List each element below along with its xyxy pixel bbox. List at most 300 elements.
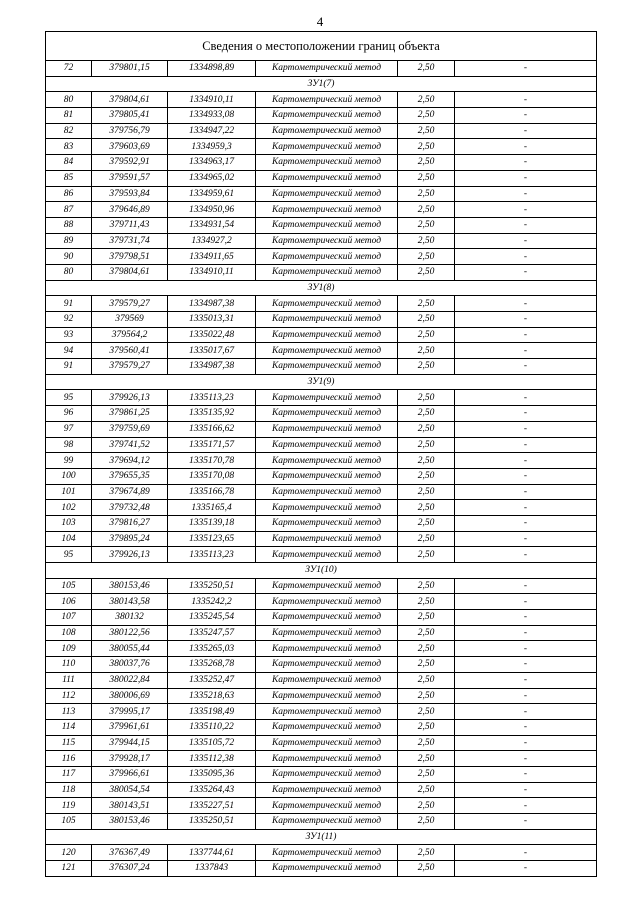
x-coordinate-cell: 379995,17: [92, 704, 168, 720]
y-coordinate-cell: 1335123,65: [168, 531, 256, 547]
method-cell: Картометрический метод: [256, 704, 398, 720]
precision-cell: 2,50: [398, 547, 455, 563]
point-number-cell: 117: [46, 766, 92, 782]
x-coordinate-cell: 380143,51: [92, 798, 168, 814]
x-coordinate-cell: 379569: [92, 312, 168, 328]
description-cell: -: [455, 233, 597, 249]
x-coordinate-cell: 380055,44: [92, 641, 168, 657]
table-title: Сведения о местоположении границ объекта: [46, 32, 597, 61]
x-coordinate-cell: 376307,24: [92, 861, 168, 877]
method-cell: Картометрический метод: [256, 359, 398, 375]
point-number-cell: 111: [46, 672, 92, 688]
table-row: [46, 672, 597, 688]
table-row: [46, 735, 597, 751]
y-coordinate-cell: 1334933,08: [168, 108, 256, 124]
point-number-cell: 105: [46, 814, 92, 830]
description-cell: -: [455, 312, 597, 328]
y-coordinate-cell: 1334987,38: [168, 359, 256, 375]
method-cell: Картометрический метод: [256, 782, 398, 798]
precision-cell: 2,50: [398, 186, 455, 202]
y-coordinate-cell: 1335166,78: [168, 484, 256, 500]
description-cell: -: [455, 61, 597, 77]
table-row: [46, 515, 597, 531]
x-coordinate-cell: 376367,49: [92, 845, 168, 861]
point-number-cell: 116: [46, 751, 92, 767]
point-number-cell: 88: [46, 217, 92, 233]
precision-cell: 2,50: [398, 264, 455, 280]
table-row: [46, 547, 597, 563]
description-cell: -: [455, 343, 597, 359]
y-coordinate-cell: 1334947,22: [168, 123, 256, 139]
precision-cell: 2,50: [398, 578, 455, 594]
description-cell: -: [455, 139, 597, 155]
description-cell: -: [455, 751, 597, 767]
point-number-cell: 118: [46, 782, 92, 798]
x-coordinate-cell: 379804,61: [92, 264, 168, 280]
y-coordinate-cell: 1335139,18: [168, 515, 256, 531]
precision-cell: 2,50: [398, 688, 455, 704]
precision-cell: 2,50: [398, 672, 455, 688]
point-number-cell: 86: [46, 186, 92, 202]
point-number-cell: 97: [46, 421, 92, 437]
point-number-cell: 101: [46, 484, 92, 500]
method-cell: Картометрический метод: [256, 217, 398, 233]
y-coordinate-cell: 1334931,54: [168, 217, 256, 233]
x-coordinate-cell: 380153,46: [92, 578, 168, 594]
x-coordinate-cell: 379759,69: [92, 421, 168, 437]
method-cell: Картометрический метод: [256, 170, 398, 186]
precision-cell: 2,50: [398, 217, 455, 233]
method-cell: Картометрический метод: [256, 484, 398, 500]
description-cell: -: [455, 390, 597, 406]
table-row: [46, 108, 597, 124]
table-row: [46, 170, 597, 186]
section-header-row: [46, 280, 597, 296]
table-row: [46, 845, 597, 861]
description-cell: -: [455, 296, 597, 312]
table-row: [46, 61, 597, 77]
precision-cell: 2,50: [398, 92, 455, 108]
y-coordinate-cell: 1335250,51: [168, 814, 256, 830]
table-row: [46, 186, 597, 202]
table-row: [46, 468, 597, 484]
precision-cell: 2,50: [398, 594, 455, 610]
precision-cell: 2,50: [398, 155, 455, 171]
point-number-cell: 81: [46, 108, 92, 124]
method-cell: Картометрический метод: [256, 139, 398, 155]
method-cell: Картометрический метод: [256, 500, 398, 516]
point-number-cell: 112: [46, 688, 92, 704]
method-cell: Картометрический метод: [256, 453, 398, 469]
method-cell: Картометрический метод: [256, 735, 398, 751]
method-cell: Картометрический метод: [256, 421, 398, 437]
x-coordinate-cell: 379805,41: [92, 108, 168, 124]
y-coordinate-cell: 1335013,31: [168, 312, 256, 328]
table-title-row: [46, 32, 597, 61]
description-cell: -: [455, 484, 597, 500]
method-cell: Картометрический метод: [256, 688, 398, 704]
table-row: [46, 610, 597, 626]
description-cell: -: [455, 108, 597, 124]
method-cell: Картометрический метод: [256, 233, 398, 249]
y-coordinate-cell: 1335252,47: [168, 672, 256, 688]
precision-cell: 2,50: [398, 484, 455, 500]
point-number-cell: 121: [46, 861, 92, 877]
point-number-cell: 91: [46, 359, 92, 375]
description-cell: -: [455, 814, 597, 830]
precision-cell: 2,50: [398, 610, 455, 626]
point-number-cell: 84: [46, 155, 92, 171]
description-cell: -: [455, 641, 597, 657]
y-coordinate-cell: 1335110,22: [168, 719, 256, 735]
x-coordinate-cell: 379944,15: [92, 735, 168, 751]
point-number-cell: 85: [46, 170, 92, 186]
x-coordinate-cell: 380054,54: [92, 782, 168, 798]
y-coordinate-cell: 1335245,54: [168, 610, 256, 626]
description-cell: -: [455, 861, 597, 877]
precision-cell: 2,50: [398, 500, 455, 516]
table-row: [46, 123, 597, 139]
precision-cell: 2,50: [398, 719, 455, 735]
section-header-row: [46, 374, 597, 390]
description-cell: -: [455, 500, 597, 516]
x-coordinate-cell: 379756,79: [92, 123, 168, 139]
y-coordinate-cell: 1335170,78: [168, 453, 256, 469]
description-cell: -: [455, 515, 597, 531]
description-cell: -: [455, 155, 597, 171]
table-row: [46, 766, 597, 782]
section-label: ЗУ1(7): [46, 76, 597, 92]
description-cell: -: [455, 657, 597, 673]
point-number-cell: 100: [46, 468, 92, 484]
x-coordinate-cell: 379961,61: [92, 719, 168, 735]
precision-cell: 2,50: [398, 61, 455, 77]
y-coordinate-cell: 1335242,2: [168, 594, 256, 610]
table-row: [46, 751, 597, 767]
table-row: [46, 719, 597, 735]
y-coordinate-cell: 1335017,67: [168, 343, 256, 359]
table-row: [46, 782, 597, 798]
method-cell: Картометрический метод: [256, 406, 398, 422]
x-coordinate-cell: 379591,57: [92, 170, 168, 186]
description-cell: -: [455, 468, 597, 484]
table-row: [46, 861, 597, 877]
boundary-coordinates-table: [45, 31, 597, 877]
table-row: [46, 578, 597, 594]
y-coordinate-cell: 1335113,23: [168, 390, 256, 406]
x-coordinate-cell: 380153,46: [92, 814, 168, 830]
point-number-cell: 95: [46, 390, 92, 406]
description-cell: -: [455, 798, 597, 814]
point-number-cell: 92: [46, 312, 92, 328]
description-cell: -: [455, 186, 597, 202]
x-coordinate-cell: 379694,12: [92, 453, 168, 469]
point-number-cell: 104: [46, 531, 92, 547]
method-cell: Картометрический метод: [256, 264, 398, 280]
point-number-cell: 114: [46, 719, 92, 735]
method-cell: Картометрический метод: [256, 610, 398, 626]
description-cell: -: [455, 688, 597, 704]
precision-cell: 2,50: [398, 108, 455, 124]
table-row: [46, 421, 597, 437]
precision-cell: 2,50: [398, 735, 455, 751]
method-cell: Картометрический метод: [256, 155, 398, 171]
y-coordinate-cell: 1335166,62: [168, 421, 256, 437]
x-coordinate-cell: 379966,61: [92, 766, 168, 782]
table-row: [46, 327, 597, 343]
description-cell: -: [455, 327, 597, 343]
precision-cell: 2,50: [398, 657, 455, 673]
x-coordinate-cell: 379646,89: [92, 202, 168, 218]
method-cell: Картометрический метод: [256, 186, 398, 202]
point-number-cell: 107: [46, 610, 92, 626]
table-row: [46, 406, 597, 422]
description-cell: -: [455, 406, 597, 422]
y-coordinate-cell: 1335227,51: [168, 798, 256, 814]
description-cell: -: [455, 672, 597, 688]
table-row: [46, 437, 597, 453]
description-cell: -: [455, 359, 597, 375]
precision-cell: 2,50: [398, 766, 455, 782]
method-cell: Картометрический метод: [256, 547, 398, 563]
precision-cell: 2,50: [398, 312, 455, 328]
method-cell: Картометрический метод: [256, 814, 398, 830]
point-number-cell: 110: [46, 657, 92, 673]
point-number-cell: 105: [46, 578, 92, 594]
y-coordinate-cell: 1335247,57: [168, 625, 256, 641]
method-cell: Картометрический метод: [256, 123, 398, 139]
precision-cell: 2,50: [398, 296, 455, 312]
precision-cell: 2,50: [398, 531, 455, 547]
table-row: [46, 814, 597, 830]
precision-cell: 2,50: [398, 343, 455, 359]
method-cell: Картометрический метод: [256, 61, 398, 77]
table-row: [46, 359, 597, 375]
table-row: [46, 249, 597, 265]
method-cell: Картометрический метод: [256, 672, 398, 688]
description-cell: -: [455, 547, 597, 563]
x-coordinate-cell: 379593,84: [92, 186, 168, 202]
table-row: [46, 531, 597, 547]
precision-cell: 2,50: [398, 798, 455, 814]
y-coordinate-cell: 1334965,02: [168, 170, 256, 186]
precision-cell: 2,50: [398, 845, 455, 861]
y-coordinate-cell: 1334910,11: [168, 92, 256, 108]
method-cell: Картометрический метод: [256, 108, 398, 124]
x-coordinate-cell: 379592,91: [92, 155, 168, 171]
method-cell: Картометрический метод: [256, 327, 398, 343]
method-cell: Картометрический метод: [256, 594, 398, 610]
precision-cell: 2,50: [398, 515, 455, 531]
point-number-cell: 99: [46, 453, 92, 469]
method-cell: Картометрический метод: [256, 578, 398, 594]
section-header-row: [46, 76, 597, 92]
method-cell: Картометрический метод: [256, 515, 398, 531]
x-coordinate-cell: 379926,13: [92, 547, 168, 563]
method-cell: Картометрический метод: [256, 468, 398, 484]
x-coordinate-cell: 379732,48: [92, 500, 168, 516]
table-row: [46, 202, 597, 218]
section-label: ЗУ1(9): [46, 374, 597, 390]
x-coordinate-cell: 379798,51: [92, 249, 168, 265]
precision-cell: 2,50: [398, 453, 455, 469]
page-number: 4: [316, 14, 324, 29]
method-cell: Картометрический метод: [256, 390, 398, 406]
precision-cell: 2,50: [398, 233, 455, 249]
precision-cell: 2,50: [398, 170, 455, 186]
point-number-cell: 72: [46, 61, 92, 77]
method-cell: Картометрический метод: [256, 296, 398, 312]
method-cell: Картометрический метод: [256, 312, 398, 328]
precision-cell: 2,50: [398, 123, 455, 139]
description-cell: -: [455, 594, 597, 610]
precision-cell: 2,50: [398, 814, 455, 830]
x-coordinate-cell: 379926,13: [92, 390, 168, 406]
section-header-row: [46, 829, 597, 845]
table-row: [46, 688, 597, 704]
x-coordinate-cell: 379564,2: [92, 327, 168, 343]
precision-cell: 2,50: [398, 751, 455, 767]
x-coordinate-cell: 379674,89: [92, 484, 168, 500]
x-coordinate-cell: 380022,84: [92, 672, 168, 688]
table-row: [46, 594, 597, 610]
precision-cell: 2,50: [398, 406, 455, 422]
method-cell: Картометрический метод: [256, 202, 398, 218]
description-cell: -: [455, 249, 597, 265]
point-number-cell: 109: [46, 641, 92, 657]
point-number-cell: 115: [46, 735, 92, 751]
method-cell: Картометрический метод: [256, 657, 398, 673]
x-coordinate-cell: 379801,15: [92, 61, 168, 77]
y-coordinate-cell: 1334963,17: [168, 155, 256, 171]
x-coordinate-cell: 379741,52: [92, 437, 168, 453]
table-row: [46, 453, 597, 469]
x-coordinate-cell: 380037,76: [92, 657, 168, 673]
point-number-cell: 106: [46, 594, 92, 610]
description-cell: -: [455, 202, 597, 218]
y-coordinate-cell: 1334950,96: [168, 202, 256, 218]
point-number-cell: 120: [46, 845, 92, 861]
method-cell: Картометрический метод: [256, 249, 398, 265]
precision-cell: 2,50: [398, 782, 455, 798]
table-row: [46, 312, 597, 328]
table-row: [46, 390, 597, 406]
precision-cell: 2,50: [398, 390, 455, 406]
method-cell: Картометрический метод: [256, 845, 398, 861]
y-coordinate-cell: 1335112,38: [168, 751, 256, 767]
description-cell: -: [455, 578, 597, 594]
description-cell: -: [455, 421, 597, 437]
y-coordinate-cell: 1337744,61: [168, 845, 256, 861]
method-cell: Картометрический метод: [256, 766, 398, 782]
method-cell: Картометрический метод: [256, 751, 398, 767]
method-cell: Картометрический метод: [256, 798, 398, 814]
x-coordinate-cell: 380122,56: [92, 625, 168, 641]
point-number-cell: 113: [46, 704, 92, 720]
method-cell: Картометрический метод: [256, 531, 398, 547]
precision-cell: 2,50: [398, 202, 455, 218]
precision-cell: 2,50: [398, 861, 455, 877]
point-number-cell: 82: [46, 123, 92, 139]
x-coordinate-cell: 379579,27: [92, 296, 168, 312]
y-coordinate-cell: 1337843: [168, 861, 256, 877]
y-coordinate-cell: 1334898,89: [168, 61, 256, 77]
y-coordinate-cell: 1335165,4: [168, 500, 256, 516]
x-coordinate-cell: 379928,17: [92, 751, 168, 767]
description-cell: -: [455, 217, 597, 233]
section-header-row: [46, 563, 597, 579]
precision-cell: 2,50: [398, 249, 455, 265]
point-number-cell: 98: [46, 437, 92, 453]
y-coordinate-cell: 1335105,72: [168, 735, 256, 751]
section-label: ЗУ1(8): [46, 280, 597, 296]
description-cell: -: [455, 704, 597, 720]
table-row: [46, 657, 597, 673]
precision-cell: 2,50: [398, 421, 455, 437]
table-row: [46, 92, 597, 108]
y-coordinate-cell: 1334959,61: [168, 186, 256, 202]
precision-cell: 2,50: [398, 359, 455, 375]
description-cell: -: [455, 782, 597, 798]
y-coordinate-cell: 1334987,38: [168, 296, 256, 312]
description-cell: -: [455, 264, 597, 280]
precision-cell: 2,50: [398, 625, 455, 641]
y-coordinate-cell: 1335198,49: [168, 704, 256, 720]
point-number-cell: 90: [46, 249, 92, 265]
table-row: [46, 625, 597, 641]
method-cell: Картометрический метод: [256, 92, 398, 108]
description-cell: -: [455, 845, 597, 861]
x-coordinate-cell: 379804,61: [92, 92, 168, 108]
point-number-cell: 89: [46, 233, 92, 249]
point-number-cell: 119: [46, 798, 92, 814]
y-coordinate-cell: 1335113,23: [168, 547, 256, 563]
description-cell: -: [455, 123, 597, 139]
description-cell: -: [455, 170, 597, 186]
y-coordinate-cell: 1335250,51: [168, 578, 256, 594]
y-coordinate-cell: 1335268,78: [168, 657, 256, 673]
y-coordinate-cell: 1335022,48: [168, 327, 256, 343]
description-cell: -: [455, 92, 597, 108]
method-cell: Картометрический метод: [256, 641, 398, 657]
section-label: ЗУ1(11): [46, 829, 597, 845]
table-row: [46, 641, 597, 657]
table-row: [46, 704, 597, 720]
y-coordinate-cell: 1334911,65: [168, 249, 256, 265]
precision-cell: 2,50: [398, 641, 455, 657]
x-coordinate-cell: 380143,58: [92, 594, 168, 610]
point-number-cell: 83: [46, 139, 92, 155]
y-coordinate-cell: 1335170,08: [168, 468, 256, 484]
table-row: [46, 343, 597, 359]
y-coordinate-cell: 1335095,36: [168, 766, 256, 782]
y-coordinate-cell: 1335135,92: [168, 406, 256, 422]
point-number-cell: 96: [46, 406, 92, 422]
x-coordinate-cell: 380006,69: [92, 688, 168, 704]
x-coordinate-cell: 379731,74: [92, 233, 168, 249]
table-row: [46, 264, 597, 280]
table-row: [46, 296, 597, 312]
x-coordinate-cell: 379655,35: [92, 468, 168, 484]
y-coordinate-cell: 1334927,2: [168, 233, 256, 249]
description-cell: -: [455, 531, 597, 547]
y-coordinate-cell: 1334910,11: [168, 264, 256, 280]
table-body: [46, 32, 597, 877]
method-cell: Картометрический метод: [256, 343, 398, 359]
table-row: [46, 233, 597, 249]
method-cell: Картометрический метод: [256, 437, 398, 453]
precision-cell: 2,50: [398, 327, 455, 343]
